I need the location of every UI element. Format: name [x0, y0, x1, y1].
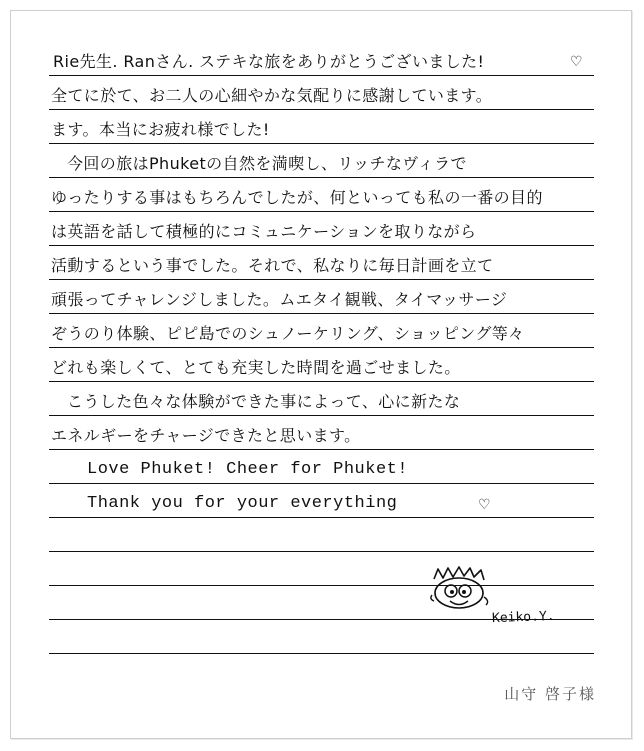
- writer-name-caption: 山守 啓子様: [504, 685, 596, 703]
- signature: Keiko.Y.: [491, 608, 555, 627]
- letter-line: エネルギーをチャージできたと思います。: [51, 426, 361, 445]
- letter-line: 全てに於て、お二人の心細やかな気配りに感謝しています。: [51, 86, 493, 105]
- rule-line: [49, 551, 594, 552]
- letter-line: こうした色々な体験ができた事によって、心に新たな: [67, 392, 461, 411]
- letter-line: ます。本当にお疲れ様でした!: [51, 120, 270, 139]
- letter-line: ゆったりする事はもちろんでしたが、何といっても私の一番の目的: [51, 188, 543, 207]
- rule-line: [49, 585, 594, 586]
- letter-line: 今回の旅はPhuketの自然を満喫し、リッチなヴィラで: [67, 154, 467, 173]
- rule-line: [49, 653, 594, 654]
- heart-icon: ♡: [478, 497, 491, 513]
- letter-line: 活動するという事でした。それで、私なりに毎日計画を立て: [51, 256, 494, 275]
- letter-line: 頑張ってチャレンジしました。ムエタイ観戦、タイマッサージ: [51, 290, 508, 309]
- cartoon-face-icon: [426, 565, 496, 617]
- letter-line: Thank you for your everything: [87, 494, 398, 513]
- letter-line: は英語を話して積極的にコミュニケーションを取りながら: [51, 222, 477, 241]
- letter-line: Rie先生. Ranさん. ステキな旅をありがとうございました!: [53, 52, 485, 71]
- letter-line: Love Phuket! Cheer for Phuket!: [87, 460, 409, 479]
- heart-icon: ♡: [570, 54, 583, 70]
- letter-line: どれも楽しくて、とても充実した時間を過ごせました。: [51, 358, 461, 377]
- letter-line: ぞうのり体験、ピピ島でのシュノーケリング、ショッピング等々: [51, 324, 525, 343]
